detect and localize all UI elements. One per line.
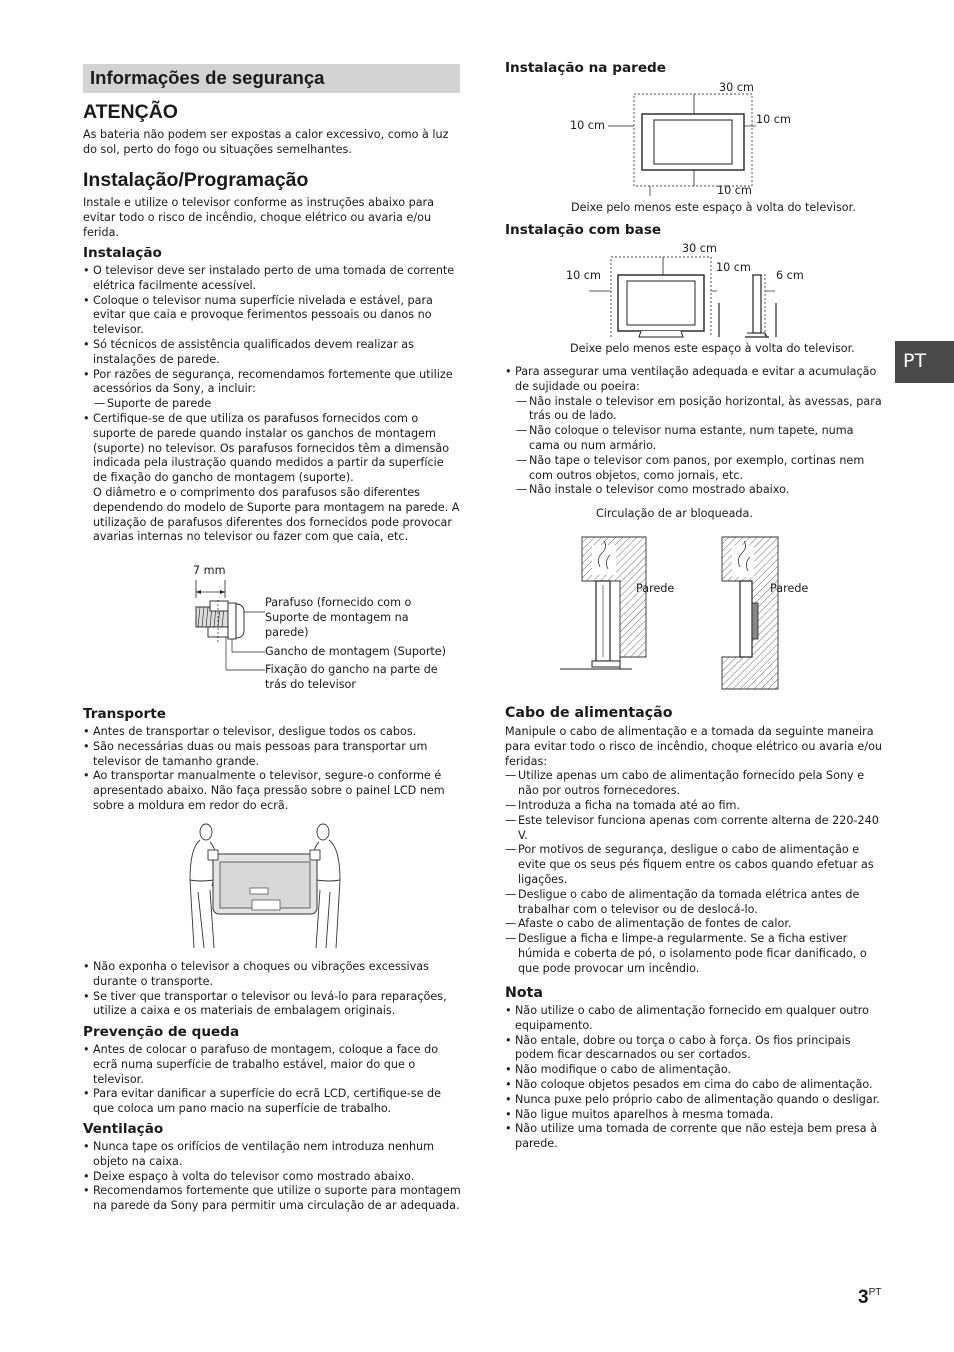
list-item: • Não exponha o televisor a choques ou vibrações excessivas durante o transporte. [83,960,461,990]
tv-carry-illustration-icon [180,820,350,952]
list-item: • Nunca tape os orifícios de ventilação nem introduza nenhum objeto na caixa. [83,1140,461,1170]
sub-list-item: — Não coloque o televisor numa estante, num tapete, numa cama ou num armário. [516,424,883,454]
list-item-text: Para assegurar uma ventilação adequada e evitar a acumulação de sujidade ou poeira: [515,365,877,393]
base-fig-title: Instalação com base [505,222,662,238]
list-item: • Antes de colocar o parafuso de montagem, coloque a face do ecrã numa superfície de trabalho estável, maior do que o televisor. [83,1043,461,1087]
sub-list-item: — Não instale o televisor em posição horizontal, às avessas, para trás ou de lado. [516,395,883,425]
inst-prog-title: Instalação/Programação [83,169,309,191]
list-item: • Não utilize o cabo de alimentação fornecido em qualquer outro equipamento. [505,1004,883,1034]
list-item: • Se tiver que transportar o televisor ou levá-lo para reparações, utilize a caixa e os materiais de embalagem originais. [83,990,461,1020]
list-item: • Recomendamos fortemente que utilize o suporte para montagem na parede da Sony para permitir uma circulação de ar adequada. [83,1184,461,1214]
list-item: • Não utilize uma tomada de corrente que não esteja bem presa à parede. [505,1122,883,1152]
list-item: • Coloque o televisor numa superfície nivelada e estável, para evitar que caia e provoque ferimentos pessoais ou danos no televisor. [83,294,461,338]
list-item-text: Certifique-se de que utiliza os parafusos fornecidos com o suporte de parede quando instalar os ganchos de montagem (suporte) no televisor. Os parafusos fornecidos têm a dimensão indicada pela ilustração quando medidos a partir da superfície de fixação do gancho de montagem (suporte). [93,411,450,485]
list-item-paragraph: O diâmetro e o comprimento dos parafusos são diferentes dependendo do modelo de Suporte para montagem na parede. A utilização de parafusos diferentes dos fornecidos pode provocar avarias internas no televisor ou fazer com que caia, etc. [93,485,460,544]
list-item [83,368,461,412]
list-item: • O televisor deve ser instalado perto de uma tomada de corrente elétrica facilmente acessível. [83,264,461,294]
wall-label-1: Parede [636,582,675,595]
stand-top-label: 30 cm [682,242,717,255]
stand-right-label: 10 cm [716,261,751,274]
screw-label: Parafuso (fornecido com o Suporte de montagem na parede) [265,596,412,639]
list-item: — Desligue a ficha e limpe-a regularmente. Se a ficha estiver húmida e coberta de pó, o isolamento pode ficar danificado, o que pode provocar um incêndio. [505,932,883,976]
list-item-text: Por razões de segurança, recomendamos fortemente que utilize acessórios da Sony, a incluir: [93,367,453,396]
atencao-text: As bateria não podem ser expostas a calor excessivo, como à luz do sol, perto do fogo ou situações semelhantes. [83,128,449,156]
wall-caption: Deixe pelo menos este espaço à volta do televisor. [571,201,856,214]
stand-clearance-diagram-icon [585,253,805,343]
cabo-block [505,704,883,977]
instalacao-list [83,264,461,545]
screw-diagram-icon [190,580,270,670]
ventilacao-list [83,1140,461,1214]
language-tab-label: PT [903,350,927,372]
list-item: • Deixe espaço à volta do televisor como mostrado abaixo. [83,1170,461,1185]
atencao-title: ATENÇÃO [83,101,178,123]
airflow-caption: Circulação de ar bloqueada. [596,507,753,520]
list-item: — Este televisor funciona apenas com corrente alterna de 220-240 V. [505,814,883,844]
section-title-bar [83,64,460,93]
ventilacao-block [83,1121,461,1214]
sub-list-item: — Não instale o televisor como mostrado abaixo. [516,483,883,498]
list-item: — Introduza a ficha na tomada até ao fim. [505,799,883,814]
prevencao-block [83,1024,461,1117]
instalacao-block [83,245,461,545]
parede-fig-title: Instalação na parede [505,60,666,76]
list-item: — Afaste o cabo de alimentação de fontes de calor. [505,917,883,932]
transporte-list [83,725,461,814]
blocked-airflow-diagram-icon [556,533,786,693]
vent-list [505,365,883,498]
bracket-label: Gancho de montagem (Suporte) [265,645,447,658]
sub-list-item: — Não tape o televisor com panos, por exemplo, cortinas nem com outros objetos, como jornais, etc. [516,454,883,484]
list-item: • Antes de transportar o televisor, desligue todos os cabos. [83,725,461,740]
transporte-block [83,706,461,814]
vent-list-block [505,365,883,498]
section-title: Informações de segurança [90,67,325,88]
list-item: • Nunca puxe pelo próprio cabo de alimentação quando o desligar. [505,1093,883,1108]
list-item: — Desligue o cabo de alimentação da tomada elétrica antes de trabalhar com o televisor ou de deslocá-lo. [505,888,883,918]
list-item: • Não coloque objetos pesados em cima do cabo de alimentação. [505,1078,883,1093]
wall-label-2: Parede [770,582,809,595]
inst-prog-intro: Instale e utilize o televisor conforme as instruções abaixo para evitar todo o risco de incêndio, choque elétrico ou avaria e/ou ferida. [83,196,435,239]
stand-caption: Deixe pelo menos este espaço à volta do televisor. [570,342,855,355]
sub-list-item: — Suporte de parede [94,397,461,412]
page-number [858,1281,881,1309]
transporte-list-2 [83,960,461,1019]
instalacao-title: Instalação [83,245,162,261]
nota-list [505,1004,883,1152]
list-item: • Não ligue muitos aparelhos à mesma tomada. [505,1108,883,1123]
transporte-block-2 [83,960,461,1019]
prevencao-list [83,1043,461,1117]
wall-clearance-diagram-icon [600,92,760,188]
transporte-title: Transporte [83,706,166,722]
list-item: • Ao transportar manualmente o televisor, segure-o conforme é apresentado abaixo. Não faça pressão sobre o painel LCD nem sobre a moldura em redor do ecrã. [83,769,461,813]
nota-block [505,984,883,1152]
page-number-value: 3 [858,1287,869,1308]
wall-bottom-label: 10 cm [717,184,752,197]
screw-dimension-label: 7 mm [193,564,226,577]
list-item [505,365,883,498]
stand-left-label: 10 cm [566,269,601,282]
atencao-block [83,101,461,158]
list-item: • Para evitar danificar a superfície do ecrã LCD, certifique-se de que coloca um pano macio na superfície de trabalho. [83,1087,461,1117]
list-item [83,412,461,545]
prevencao-title: Prevenção de queda [83,1024,240,1040]
list-item: • Não modifique o cabo de alimentação. [505,1063,883,1078]
wall-top-label: 30 cm [719,81,754,94]
list-item: • Só técnicos de assistência qualificados devem realizar as instalações de parede. [83,338,461,368]
cabo-intro: Manipule o cabo de alimentação e a tomada da seguinte maneira para evitar todo o risco de incêndio, choque elétrico ou avaria e/ou feridas: [505,725,882,768]
list-item: — Por motivos de segurança, desligue o cabo de alimentação e evite que os seus pés fiquem entre os cabos quando efetuar as ligações. [505,843,883,887]
inst-prog-block [83,169,461,240]
cabo-list [505,769,883,976]
nota-title: Nota [505,985,543,1001]
cabo-title: Cabo de alimentação [505,705,673,721]
hook-fixation-label: Fixação do gancho na parte de trás do televisor [265,663,438,691]
list-item: • São necessárias duas ou mais pessoas para transportar um televisor de tamanho grande. [83,740,461,770]
wall-left-label: 10 cm [570,119,605,132]
language-tab [895,341,954,383]
list-item: — Utilize apenas um cabo de alimentação fornecido pela Sony e não por outros fornecedores. [505,769,883,799]
page-number-suffix: PT [868,1287,882,1298]
list-item: • Não entale, dobre ou torça o cabo à força. Os fios principais podem ficar descarnados ou ser cortados. [505,1034,883,1064]
ventilacao-title: Ventilação [83,1121,164,1137]
wall-right-label: 10 cm [756,113,791,126]
stand-side-label: 6 cm [776,269,804,282]
